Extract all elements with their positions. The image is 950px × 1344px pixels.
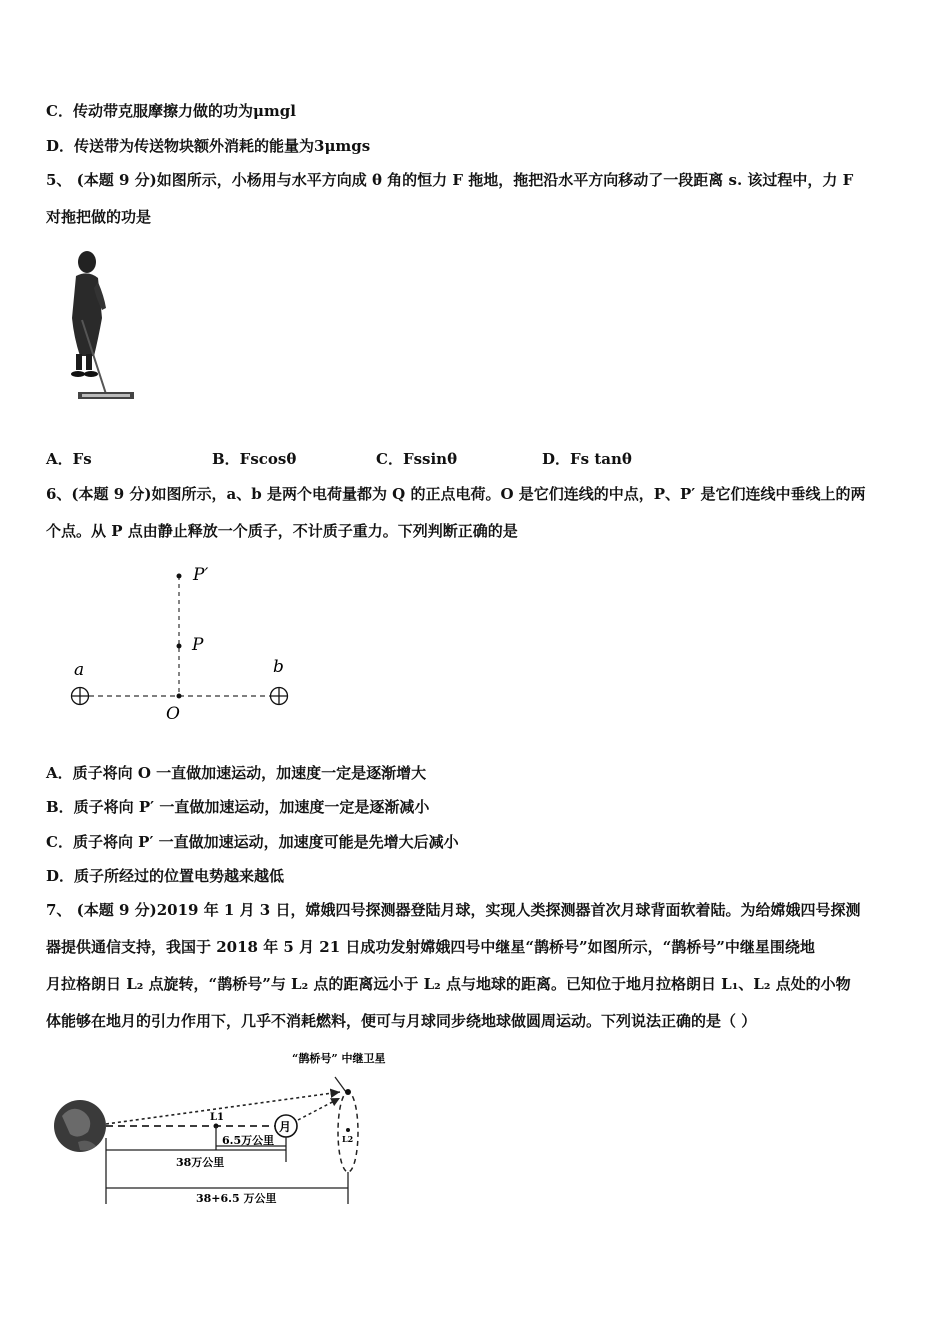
label-o: O [166,704,180,724]
point-p-prime [177,574,182,579]
q4-option-d: D．传送带为传送物块额外消耗的能量为3μmgs [46,137,371,155]
charge-b-icon [271,688,288,705]
q5-option-d: D．Fs tanθ [542,450,632,468]
label-b: b [273,657,284,677]
q6-stem-line2: 个点。从 P 点由静止释放一个质子，不计质子重力。下列判断正确的是 [46,522,518,540]
q5-options [46,448,746,472]
q6-option-d: D．质子所经过的位置电势越来越低 [46,867,285,885]
q7-stem-line3: 月拉格朗日 L₂ 点旋转，“鹊桥号”与 L₂ 点的距离远小于 L₂ 点与地球的距离。已知位于地月拉格朗日 L₁、L₂ 点处的小物 [46,975,851,993]
q5-stem-line2: 对拖把做的功是 [46,208,152,226]
earth-moon-lagrange-figure [50,1042,410,1214]
dist-total: 38+6.5 万公里 [196,1192,277,1205]
point-p [177,644,182,649]
moon-label: 月 [279,1120,292,1134]
label-p: P [192,635,204,655]
q5-option-c: C．Fssinθ [376,450,458,468]
q5-stem-line1: 5、 (本题 9 分)如图所示，小杨用与水平方向成 θ 角的恒力 F 拖地，拖把沿水平方向移动了一段距离 s. 该过程中，力 F [46,171,854,189]
charges-figure [60,558,320,730]
point-o [177,694,182,699]
q5-option-a: A．Fs [46,450,92,468]
q7-stem-line1: 7、 (本题 9 分)2019 年 1 月 3 日，嫦娥四号探测器登陆月球，实现人类探测器首次月球背面软着陆。为给嫦娥四号探测 [46,901,861,919]
q4-option-c: C．传动带克服摩擦力做的功为μmgl [46,102,296,120]
l2-point [346,1128,350,1132]
l2-label: L2 [342,1134,354,1144]
dist-l1-moon: 6.5万公里 [222,1134,275,1147]
q6-option-a: A．质子将向 O 一直做加速运动，加速度一定是逐渐增大 [46,764,427,782]
l1-label: L1 [210,1112,224,1123]
q6-stem-line1: 6、(本题 9 分)如图所示，a、b 是两个电荷量都为 Q 的正点电荷。O 是它们连线的中点，P、P′ 是它们连线中垂线上的两 [46,485,866,503]
relay-satellite-icon [345,1089,351,1095]
q6-option-b: B．质子将向 P′ 一直做加速运动，加速度一定是逐渐减小 [46,798,430,816]
label-p-prime: P′ [193,565,209,585]
relay-label: “鹊桥号” 中继卫星 [292,1052,386,1065]
q6-option-c: C．质子将向 P′ 一直做加速运动，加速度可能是先增大后减小 [46,833,459,851]
label-a: a [74,660,85,680]
dist-earth-moon: 38万公里 [176,1156,225,1169]
q7-stem-line4: 体能够在地月的引力作用下，几乎不消耗燃料，便可与月球同步绕地球做圆周运动。下列说法正确的是（ ） [46,1012,757,1030]
q7-stem-line2: 器提供通信支持，我国于 2018 年 5 月 21 日成功发射嫦娥四号中继星“鹊桥号”如图所示，“鹊桥号”中继星围绕地 [46,938,815,956]
mopping-person-figure [60,248,140,410]
charge-a-icon [72,688,89,705]
q5-option-b: B．Fscosθ [212,450,297,468]
